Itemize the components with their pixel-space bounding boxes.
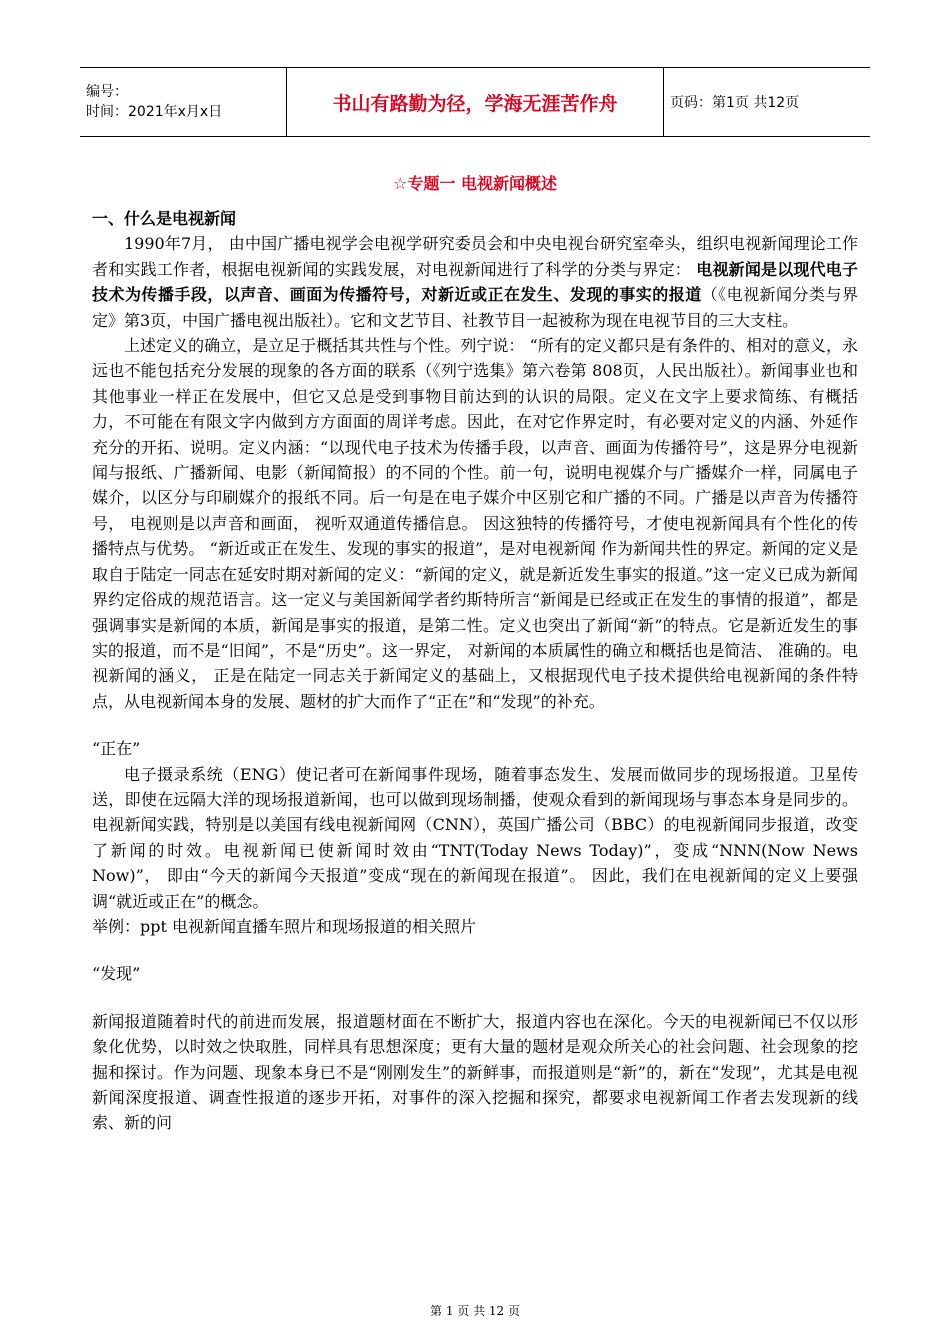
subheading-faxian: “发现” xyxy=(92,964,141,984)
subheading-zhengzai: “正在” xyxy=(92,739,141,759)
header-meta xyxy=(80,68,287,136)
document-title: ☆专题一 电视新闻概述 xyxy=(393,174,557,193)
paragraph-zhengzai: 电子摄录系统（ENG）使记者可在新闻事件现场，随着事态发生、发展而做同步的现场报道。卫星传送，即使在远隔大洋的现场报道新闻，也可以做到现场制播，使观众看到的新闻现场与事态本身是同步的。电视新闻实践，特别是以美国有线电视新闻网（CNN），英国广播公司（BBC）的电视新闻同步报道，改变了新闻的时效。电视新闻已使新闻时效由“TNT(Today News Today)”，变成“NNN(Now News Now)”， 即由“今天的新闻今天报道”变成“现在的新闻现在报道”。 因此，我们在电视新闻的定义上要强调“就近或正在”的概念。 xyxy=(92,764,858,911)
header-motto xyxy=(287,68,664,136)
motto-text: 书山有路勤为径，学海无涯苦作舟 xyxy=(332,92,618,115)
example-line: 举例：ppt 电视新闻直播车照片和现场报道的相关照片 xyxy=(92,916,477,936)
paragraph-definition xyxy=(92,231,858,333)
page-footer: 第 1 页 共 12 页 xyxy=(430,1304,520,1318)
header-page-info xyxy=(664,68,870,136)
section-heading: 一、什么是电视新闻 xyxy=(92,209,237,228)
page-number-label: 页码：第1页 共12页 xyxy=(670,95,800,111)
paragraph-text: （《电视新闻分类与界定》第3页，中国广播电视出版社）。它和文艺节目、社教节目一起被称为现在电视节目的三大支柱。 xyxy=(92,285,858,330)
page-header xyxy=(80,67,870,137)
document-number: 编号： xyxy=(86,84,128,100)
paragraph-faxian: 新闻报道随着时代的前进而发展，报道题材面在不断扩大，报道内容也在深化。今天的电视新闻已不仅以形象化优势，以时效之快取胜，同样具有思想深度；更有大量的题材是观众所关心的社会问题、社会现象的挖掘和探讨。作为问题、现象本身已不是“刚刚发生”的新鲜事，而报道则是“新”的，新在“发现”，尤其是电视新闻深度报道、调查性报道的逐步开拓，对事件的深入挖掘和探究，都要求电视新闻工作者去发现新的线索、新的问 xyxy=(92,1011,858,1133)
document-date: 时间：2021年x月x日 xyxy=(86,104,223,120)
paragraph-analysis: 上述定义的确立，是立足于概括其共性与个性。列宁说： “所有的定义都只是有条件的、相对的意义，永远也不能包括充分发展的现象的各方面的联系（《列宁选集》第六卷第 808页，人民出版社）。新闻事业也和其他事业一样正在发展中，但它又总是受到事物目前达到的认识的局限。定义在文字上要求简练、有概括力，不可能在有限文字内做到方方面面的周详考虑。因此，在对它作界定时，有必要对定义的内涵、外延作充分的开拓、说明。定义内涵：“以现代电子技术为传播手段，以声音、画面为传播符号”，这是界分电视新闻与报纸、广播新闻、电影（新闻简报）的不同的个性。前一句，说明电视媒介与广播媒介一样，同属电子媒介，以区分与印刷媒介的报纸不同。后一句是在电子媒介中区别它和广播的不同。广播是以声音为传播符号， 电视则是以声音和画面， 视听双通道传播信息。 因这独特的传播符号，才使电视新闻具有个性化的传播特点与优势。 “新近或正在发生、发现的事实的报道”，是对电视新闻 作为新闻共性的界定。新闻的定义是取自于陆定一同志在延安时期对新闻的定义：“新闻的定义，就是新近发生事实的报道。”这一定义已成为新闻界约定俗成的规范语言。这一定义与美国新闻学者约斯特所言“新闻是已经或正在发生的事情的报道”，都是强调事实是新闻的本质，新闻是事实的报道，是第二性。定义也突出了新闻“新”的特点。它是新近发生的事实的报道，而不是“旧闻”，不是“历史”。这一界定， 对新闻的本质属性的确立和概括也是简洁、 准确的。电视新闻的涵义， 正是在陆定一同志关于新闻定义的基础上，又根据现代电子技术提供给电视新闻的条件特点，从电视新闻本身的发展、题材的扩大而作了“正在”和“发现”的补充。 xyxy=(92,336,858,711)
document-body xyxy=(92,206,858,1136)
paragraph-text: 1990年7月， 由中国广播电视学会电视学研究委员会和中央电视台研究室牵头，组织电视新闻理论工作者和实践工作者，根据电视新闻的实践发展，对电视新闻进行了科学的分类与界定： xyxy=(92,234,858,279)
definition-bold-text: 电视新闻是以现代电子技术为传播手段，以声音、画面为传播符号，对新近或正在发生、发现的事实的报道 xyxy=(92,259,858,305)
